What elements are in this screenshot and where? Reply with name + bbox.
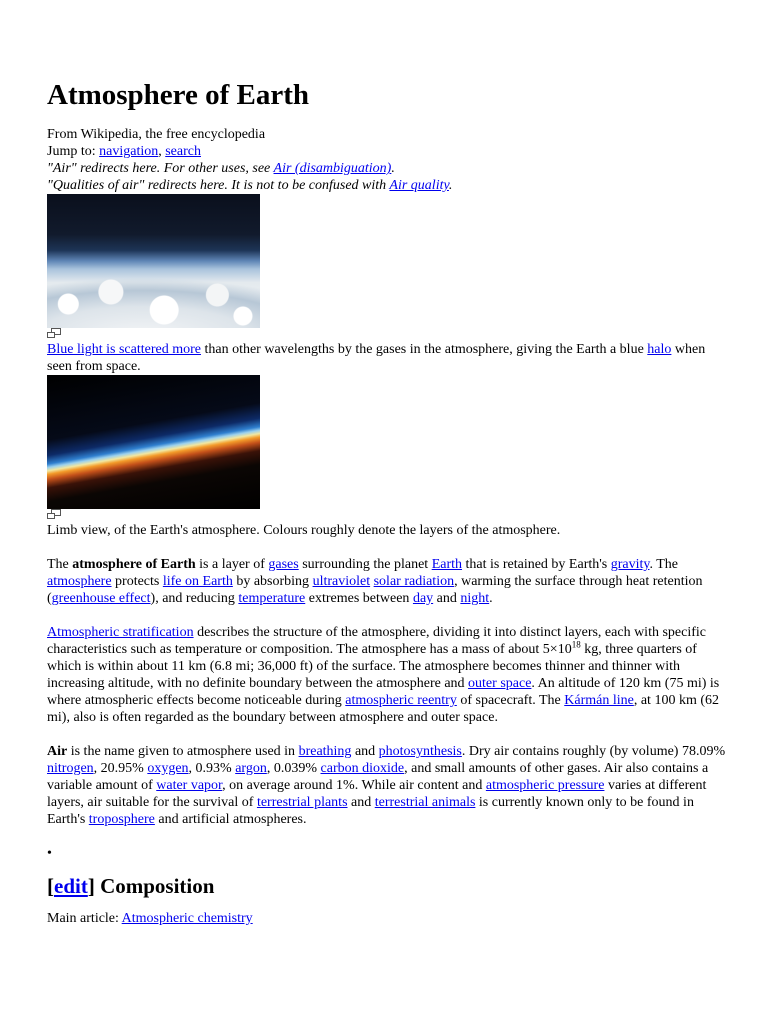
enlarge-icon[interactable]: [47, 509, 61, 521]
halo-link[interactable]: halo: [647, 342, 672, 357]
temperature-link[interactable]: temperature: [238, 591, 306, 606]
solar-radiation-link[interactable]: solar radiation: [373, 574, 455, 589]
hatnote-qualities-text: "Qualities of air" redirects here. It is not to be confused with: [47, 178, 390, 193]
page-title: Atmosphere of Earth: [47, 79, 310, 111]
text: ), and reducing: [150, 591, 239, 606]
text: extremes between: [305, 591, 413, 606]
text: , 0.039%: [266, 761, 321, 776]
bold-term: Air: [47, 744, 68, 759]
text: varies at different layers, air suitable for the survival of: [47, 778, 707, 810]
text: and: [433, 591, 461, 606]
article: [47, 78, 727, 927]
search-link[interactable]: search: [165, 144, 201, 159]
text: and artificial atmospheres.: [154, 812, 307, 827]
caption-text: than other wavelengths by the gases in the atmosphere, giving the Earth a blue: [200, 342, 648, 357]
earth-link[interactable]: Earth: [431, 557, 463, 572]
exponent: 18: [571, 639, 581, 650]
life-on-earth-link[interactable]: life on Earth: [162, 574, 233, 589]
greenhouse-effect-link[interactable]: greenhouse effect: [51, 591, 151, 606]
oxygen-link[interactable]: oxygen: [147, 761, 189, 776]
text: .: [489, 591, 493, 606]
caption-limb-view: Limb view, of the Earth's atmosphere. Colours roughly denote the layers of the atmosphere.: [47, 523, 561, 538]
edit-link[interactable]: edit: [54, 874, 88, 898]
text: and: [347, 795, 375, 810]
terrestrial-plants-link[interactable]: terrestrial plants: [256, 795, 348, 810]
jump-sep: ,: [158, 144, 166, 159]
breathing-link[interactable]: breathing: [298, 744, 352, 759]
hatnote-qualities-end: .: [448, 178, 453, 193]
text: protects: [111, 574, 163, 589]
limb-view-image[interactable]: [47, 375, 260, 509]
night-link[interactable]: night: [460, 591, 490, 606]
atmospheric-stratification-link[interactable]: Atmospheric stratification: [47, 625, 194, 640]
nitrogen-link[interactable]: nitrogen: [47, 761, 94, 776]
hatnote-qualities: [47, 177, 727, 194]
main-article-note: [47, 910, 727, 927]
text: is a layer of: [195, 557, 269, 572]
bullet: •: [47, 846, 52, 861]
air-disambiguation-link[interactable]: Air (disambiguation): [273, 161, 392, 176]
text: surrounding the planet: [298, 557, 432, 572]
stratification-paragraph: [47, 624, 727, 726]
text: The: [47, 557, 73, 572]
water-vapor-link[interactable]: water vapor: [156, 778, 223, 793]
scattering-link[interactable]: Blue light is scattered more: [47, 342, 201, 357]
argon-link[interactable]: argon: [235, 761, 267, 776]
jump-links: [47, 143, 727, 160]
text: by absorbing: [232, 574, 313, 589]
troposphere-link[interactable]: troposphere: [88, 812, 155, 827]
bold-term: atmosphere of Earth: [72, 557, 196, 572]
text: , on average around 1%. While air content and: [222, 778, 486, 793]
text: describes the structure of the atmosphere, dividing it into distinct layers, each with specific characteristics such as temperature or composition. The atmosphere has a mass of about 5×10: [47, 625, 706, 657]
atmospheric-chemistry-link[interactable]: Atmospheric chemistry: [121, 911, 253, 926]
text: is currently known only to be found in Earth's: [47, 795, 694, 827]
jump-prefix: Jump to:: [47, 144, 100, 159]
text: , and small amounts of other gases. Air also contains a variable amount of: [47, 761, 709, 793]
carbon-dioxide-link[interactable]: carbon dioxide: [320, 761, 405, 776]
text: is the name given to atmosphere used in: [67, 744, 299, 759]
text: and: [351, 744, 379, 759]
bracket: ]: [87, 874, 101, 898]
text: . The: [649, 557, 678, 572]
hatnote-air-text: "Air" redirects here. For other uses, see: [47, 161, 274, 176]
hatnote-air-end: .: [391, 161, 395, 176]
atmosphere-link[interactable]: atmosphere: [47, 574, 112, 589]
from-line: From Wikipedia, the free encyclopedia: [47, 127, 266, 142]
section-heading-composition: [47, 872, 727, 900]
clouds-decoration: [47, 268, 260, 328]
terrestrial-animals-link[interactable]: terrestrial animals: [374, 795, 476, 810]
gases-link[interactable]: gases: [268, 557, 299, 572]
text: . An altitude of 120 km (75 mi) is where atmospheric effects become noticeable during: [47, 676, 720, 708]
text: , warming the surface through heat retention (: [47, 574, 703, 606]
caption-scattering: [47, 341, 727, 375]
bracket: [: [47, 874, 54, 898]
enlarge-icon[interactable]: [47, 328, 61, 340]
atmospheric-reentry-link[interactable]: atmospheric reentry: [345, 693, 457, 708]
earth-halo-image[interactable]: [47, 194, 260, 328]
photosynthesis-link[interactable]: photosynthesis: [378, 744, 462, 759]
gravity-link[interactable]: gravity: [610, 557, 650, 572]
text: of spacecraft. The: [456, 693, 565, 708]
intro-paragraph: [47, 556, 727, 607]
atmospheric-pressure-link[interactable]: atmospheric pressure: [485, 778, 605, 793]
caption-text: when seen from space.: [47, 342, 706, 374]
ultraviolet-link[interactable]: ultraviolet: [312, 574, 371, 589]
text: that is retained by Earth's: [462, 557, 611, 572]
main-article-prefix: Main article:: [47, 911, 122, 926]
air-paragraph: [47, 743, 727, 828]
section-title: Composition: [100, 874, 215, 898]
air-quality-link[interactable]: Air quality: [389, 178, 449, 193]
day-link[interactable]: day: [412, 591, 434, 606]
outer-space-link[interactable]: outer space: [468, 676, 532, 691]
navigation-link[interactable]: navigation: [99, 144, 159, 159]
text: . Dry air contains roughly (by volume) 78.09%: [461, 744, 726, 759]
text: , 0.93%: [188, 761, 236, 776]
hatnote-air: [47, 160, 727, 177]
text: , 20.95%: [93, 761, 148, 776]
karman-line-link[interactable]: Kármán line: [564, 693, 634, 708]
text: , at 100 km (62 mi), also is often regarded as the boundary between atmosphere and outer space.: [47, 693, 719, 725]
text: kg, three quarters of which is within about 11 km (6.8 mi; 36,000 ft) of the surface. The atmosphere becomes thinner and thinner with increasing altitude, with no definite boundary between the atmosphere and: [47, 642, 697, 691]
